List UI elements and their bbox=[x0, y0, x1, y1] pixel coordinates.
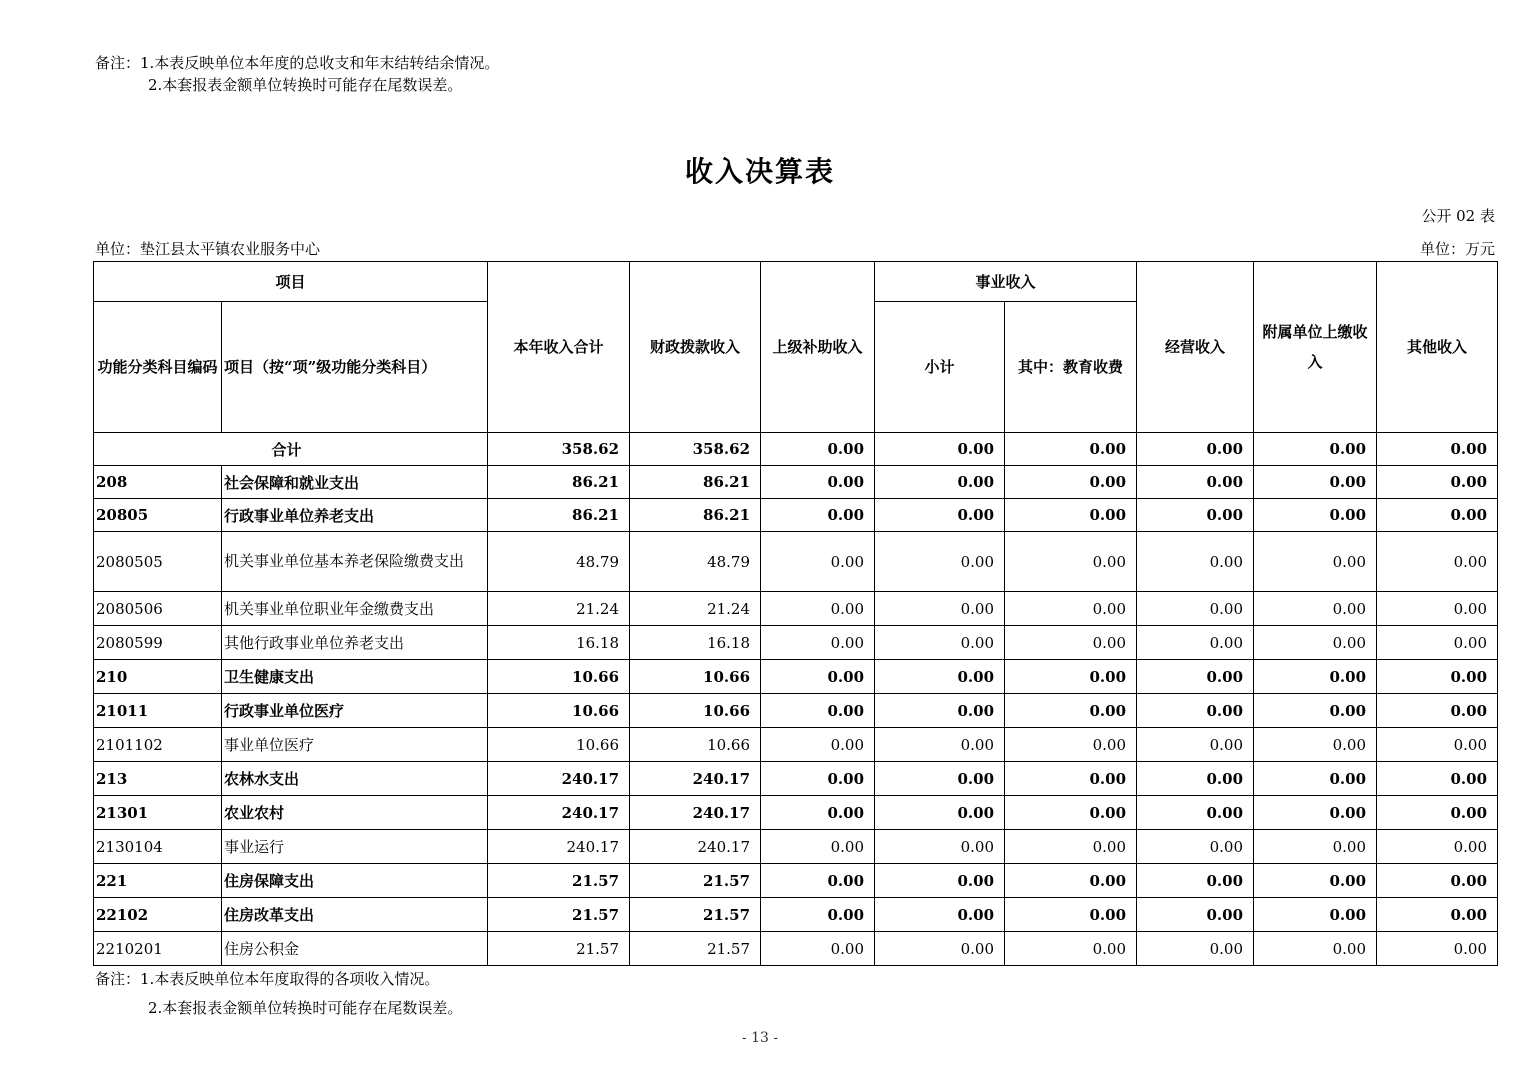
amount-cell: 0.00 bbox=[875, 592, 1005, 626]
amount-cell: 0.00 bbox=[1137, 660, 1254, 694]
amount-cell: 0.00 bbox=[761, 660, 875, 694]
amount-cell: 0.00 bbox=[1254, 932, 1377, 966]
total-value: 0.00 bbox=[1254, 433, 1377, 466]
amount-cell: 21.57 bbox=[630, 864, 761, 898]
item-name-cell: 其他行政事业单位养老支出 bbox=[222, 626, 488, 660]
amount-cell: 0.00 bbox=[1137, 762, 1254, 796]
amount-cell: 0.00 bbox=[1005, 830, 1137, 864]
table-row bbox=[94, 499, 1498, 532]
table-row bbox=[94, 626, 1498, 660]
header-total: 本年收入合计 bbox=[488, 262, 630, 433]
amount-cell: 0.00 bbox=[1377, 932, 1498, 966]
page-title: 收入决算表 bbox=[684, 155, 835, 188]
amount-cell: 0.00 bbox=[1377, 499, 1498, 532]
amount-cell: 0.00 bbox=[761, 796, 875, 830]
total-value: 0.00 bbox=[1005, 433, 1137, 466]
amount-cell: 0.00 bbox=[1137, 898, 1254, 932]
item-name-cell: 事业运行 bbox=[222, 830, 488, 864]
item-name-cell: 农林水支出 bbox=[222, 762, 488, 796]
amount-cell: 0.00 bbox=[1377, 466, 1498, 499]
amount-cell: 0.00 bbox=[761, 532, 875, 592]
header-affiliated: 附属单位上缴收入 bbox=[1254, 262, 1377, 433]
item-name-cell: 机关事业单位基本养老保险缴费支出 bbox=[222, 532, 488, 592]
amount-cell: 10.66 bbox=[630, 694, 761, 728]
amount-cell: 0.00 bbox=[1005, 864, 1137, 898]
amount-cell: 0.00 bbox=[1005, 592, 1137, 626]
amount-cell: 0.00 bbox=[1137, 626, 1254, 660]
func-code-cell: 2080599 bbox=[94, 626, 222, 660]
amount-cell: 0.00 bbox=[1377, 532, 1498, 592]
amount-cell: 0.00 bbox=[1254, 796, 1377, 830]
amount-cell: 0.00 bbox=[1005, 626, 1137, 660]
amount-cell: 0.00 bbox=[1254, 830, 1377, 864]
item-name-cell: 社会保障和就业支出 bbox=[222, 466, 488, 499]
amount-cell: 0.00 bbox=[875, 728, 1005, 762]
amount-cell: 0.00 bbox=[1377, 626, 1498, 660]
header-func-code: 功能分类科目编码 bbox=[94, 302, 222, 433]
item-name-cell: 住房改革支出 bbox=[222, 898, 488, 932]
func-code-cell: 2080505 bbox=[94, 532, 222, 592]
header-item-name: 项目（按“项”级功能分类科目） bbox=[222, 302, 488, 433]
amount-cell: 10.66 bbox=[488, 660, 630, 694]
amount-cell: 0.00 bbox=[1254, 728, 1377, 762]
item-name-cell: 事业单位医疗 bbox=[222, 728, 488, 762]
table-row bbox=[94, 830, 1498, 864]
amount-cell: 0.00 bbox=[1377, 694, 1498, 728]
item-name-cell: 卫生健康支出 bbox=[222, 660, 488, 694]
amount-cell: 0.00 bbox=[761, 728, 875, 762]
amount-cell: 0.00 bbox=[875, 626, 1005, 660]
amount-cell: 21.57 bbox=[488, 864, 630, 898]
bottom-note-2: 2.本套报表金额单位转换时可能存在尾数误差。 bbox=[148, 999, 463, 1017]
item-name-cell: 行政事业单位养老支出 bbox=[222, 499, 488, 532]
amount-cell: 0.00 bbox=[1254, 762, 1377, 796]
amount-cell: 0.00 bbox=[875, 694, 1005, 728]
amount-cell: 86.21 bbox=[630, 499, 761, 532]
amount-cell: 0.00 bbox=[1254, 532, 1377, 592]
amount-cell: 0.00 bbox=[761, 694, 875, 728]
total-label: 合计 bbox=[94, 433, 488, 466]
amount-cell: 240.17 bbox=[630, 796, 761, 830]
amount-cell: 0.00 bbox=[1254, 626, 1377, 660]
amount-cell: 0.00 bbox=[1377, 864, 1498, 898]
amount-cell: 0.00 bbox=[875, 532, 1005, 592]
amount-cell: 0.00 bbox=[1254, 592, 1377, 626]
header-fiscal: 财政拨款收入 bbox=[630, 262, 761, 433]
amount-cell: 240.17 bbox=[488, 830, 630, 864]
func-code-cell: 208 bbox=[94, 466, 222, 499]
amount-cell: 0.00 bbox=[1377, 762, 1498, 796]
header-education: 其中：教育收费 bbox=[1005, 302, 1137, 433]
table-row bbox=[94, 694, 1498, 728]
amount-cell: 240.17 bbox=[488, 762, 630, 796]
total-value: 358.62 bbox=[630, 433, 761, 466]
amount-cell: 0.00 bbox=[1137, 466, 1254, 499]
table-row bbox=[94, 660, 1498, 694]
amount-cell: 10.66 bbox=[630, 728, 761, 762]
func-code-cell: 210 bbox=[94, 660, 222, 694]
amount-cell: 0.00 bbox=[1137, 728, 1254, 762]
func-code-cell: 21301 bbox=[94, 796, 222, 830]
amount-cell: 0.00 bbox=[875, 932, 1005, 966]
amount-cell: 0.00 bbox=[761, 499, 875, 532]
amount-cell: 0.00 bbox=[1137, 499, 1254, 532]
table-row bbox=[94, 532, 1498, 592]
header-superior: 上级补助收入 bbox=[761, 262, 875, 433]
bottom-note-1: 备注：1.本表反映单位本年度取得的各项收入情况。 bbox=[95, 970, 440, 988]
amount-cell: 10.66 bbox=[630, 660, 761, 694]
income-table bbox=[93, 261, 1498, 966]
amount-cell: 0.00 bbox=[1254, 898, 1377, 932]
amount-cell: 86.21 bbox=[630, 466, 761, 499]
amount-cell: 0.00 bbox=[875, 796, 1005, 830]
func-code-cell: 2130104 bbox=[94, 830, 222, 864]
amount-cell: 0.00 bbox=[1377, 830, 1498, 864]
table-row bbox=[94, 728, 1498, 762]
header-subtotal: 小计 bbox=[875, 302, 1005, 433]
amount-cell: 48.79 bbox=[630, 532, 761, 592]
amount-cell: 0.00 bbox=[1137, 532, 1254, 592]
amount-cell: 0.00 bbox=[1254, 694, 1377, 728]
amount-cell: 240.17 bbox=[630, 830, 761, 864]
amount-cell: 0.00 bbox=[1137, 830, 1254, 864]
amount-cell: 0.00 bbox=[761, 932, 875, 966]
header-operating: 经营收入 bbox=[1137, 262, 1254, 433]
amount-cell: 0.00 bbox=[875, 499, 1005, 532]
amount-cell: 0.00 bbox=[1377, 592, 1498, 626]
amount-cell: 0.00 bbox=[1137, 796, 1254, 830]
amount-cell: 0.00 bbox=[1377, 728, 1498, 762]
amount-cell: 0.00 bbox=[1137, 864, 1254, 898]
amount-cell: 0.00 bbox=[875, 466, 1005, 499]
amount-cell: 0.00 bbox=[1005, 499, 1137, 532]
amount-cell: 0.00 bbox=[1377, 898, 1498, 932]
amount-cell: 0.00 bbox=[1005, 532, 1137, 592]
unit-name: 单位：垫江县太平镇农业服务中心 bbox=[95, 240, 321, 258]
amount-cell: 0.00 bbox=[875, 660, 1005, 694]
table-row bbox=[94, 796, 1498, 830]
total-value: 0.00 bbox=[1377, 433, 1498, 466]
amount-cell: 0.00 bbox=[1254, 660, 1377, 694]
amount-cell: 0.00 bbox=[1005, 932, 1137, 966]
table-row bbox=[94, 864, 1498, 898]
amount-cell: 21.24 bbox=[488, 592, 630, 626]
total-row bbox=[94, 433, 1498, 466]
table-row bbox=[94, 762, 1498, 796]
amount-cell: 21.57 bbox=[630, 898, 761, 932]
amount-cell: 0.00 bbox=[761, 592, 875, 626]
func-code-cell: 221 bbox=[94, 864, 222, 898]
amount-cell: 0.00 bbox=[1137, 694, 1254, 728]
amount-cell: 21.57 bbox=[488, 932, 630, 966]
amount-cell: 0.00 bbox=[1377, 796, 1498, 830]
header-other: 其他收入 bbox=[1377, 262, 1498, 433]
func-code-cell: 2101102 bbox=[94, 728, 222, 762]
amount-cell: 21.57 bbox=[488, 898, 630, 932]
amount-cell: 0.00 bbox=[1005, 660, 1137, 694]
amount-cell: 0.00 bbox=[1005, 898, 1137, 932]
amount-cell: 0.00 bbox=[761, 626, 875, 660]
table-row bbox=[94, 592, 1498, 626]
amount-cell: 0.00 bbox=[1254, 466, 1377, 499]
amount-cell: 0.00 bbox=[875, 762, 1005, 796]
amount-cell: 0.00 bbox=[1005, 694, 1137, 728]
amount-cell: 21.24 bbox=[630, 592, 761, 626]
amount-cell: 0.00 bbox=[1005, 796, 1137, 830]
func-code-cell: 2210201 bbox=[94, 932, 222, 966]
amount-cell: 0.00 bbox=[1137, 592, 1254, 626]
total-value: 0.00 bbox=[1137, 433, 1254, 466]
amount-cell: 0.00 bbox=[761, 864, 875, 898]
item-name-cell: 行政事业单位医疗 bbox=[222, 694, 488, 728]
amount-cell: 0.00 bbox=[1254, 499, 1377, 532]
form-number: 公开 02 表 bbox=[1421, 207, 1495, 225]
amount-cell: 86.21 bbox=[488, 499, 630, 532]
amount-cell: 0.00 bbox=[1137, 932, 1254, 966]
amount-cell: 0.00 bbox=[1005, 762, 1137, 796]
amount-cell: 16.18 bbox=[488, 626, 630, 660]
func-code-cell: 2080506 bbox=[94, 592, 222, 626]
amount-cell: 0.00 bbox=[761, 830, 875, 864]
top-note-1: 备注：1.本表反映单位本年度的总收支和年末结转结余情况。 bbox=[95, 54, 500, 72]
total-value: 358.62 bbox=[488, 433, 630, 466]
amount-cell: 0.00 bbox=[875, 898, 1005, 932]
amount-cell: 0.00 bbox=[1254, 864, 1377, 898]
amount-cell: 0.00 bbox=[1005, 466, 1137, 499]
header-business: 事业收入 bbox=[875, 262, 1137, 302]
amount-cell: 0.00 bbox=[1005, 728, 1137, 762]
amount-cell: 240.17 bbox=[488, 796, 630, 830]
amount-cell: 0.00 bbox=[1377, 660, 1498, 694]
item-name-cell: 机关事业单位职业年金缴费支出 bbox=[222, 592, 488, 626]
func-code-cell: 213 bbox=[94, 762, 222, 796]
table-row bbox=[94, 932, 1498, 966]
amount-cell: 0.00 bbox=[761, 898, 875, 932]
amount-cell: 86.21 bbox=[488, 466, 630, 499]
func-code-cell: 22102 bbox=[94, 898, 222, 932]
func-code-cell: 21011 bbox=[94, 694, 222, 728]
amount-cell: 0.00 bbox=[761, 762, 875, 796]
amount-cell: 240.17 bbox=[630, 762, 761, 796]
total-value: 0.00 bbox=[875, 433, 1005, 466]
table-row bbox=[94, 898, 1498, 932]
amount-cell: 21.57 bbox=[630, 932, 761, 966]
amount-cell: 10.66 bbox=[488, 728, 630, 762]
table-row bbox=[94, 466, 1498, 499]
item-name-cell: 住房公积金 bbox=[222, 932, 488, 966]
amount-cell: 48.79 bbox=[488, 532, 630, 592]
amount-cell: 10.66 bbox=[488, 694, 630, 728]
amount-cell: 0.00 bbox=[761, 466, 875, 499]
money-unit: 单位：万元 bbox=[1419, 240, 1495, 258]
amount-cell: 0.00 bbox=[875, 830, 1005, 864]
item-name-cell: 农业农村 bbox=[222, 796, 488, 830]
header-item: 项目 bbox=[94, 262, 488, 302]
total-value: 0.00 bbox=[761, 433, 875, 466]
item-name-cell: 住房保障支出 bbox=[222, 864, 488, 898]
amount-cell: 0.00 bbox=[875, 864, 1005, 898]
func-code-cell: 20805 bbox=[94, 499, 222, 532]
amount-cell: 16.18 bbox=[630, 626, 761, 660]
top-note-2: 2.本套报表金额单位转换时可能存在尾数误差。 bbox=[148, 76, 463, 94]
page-number: - 13 - bbox=[741, 1030, 779, 1046]
